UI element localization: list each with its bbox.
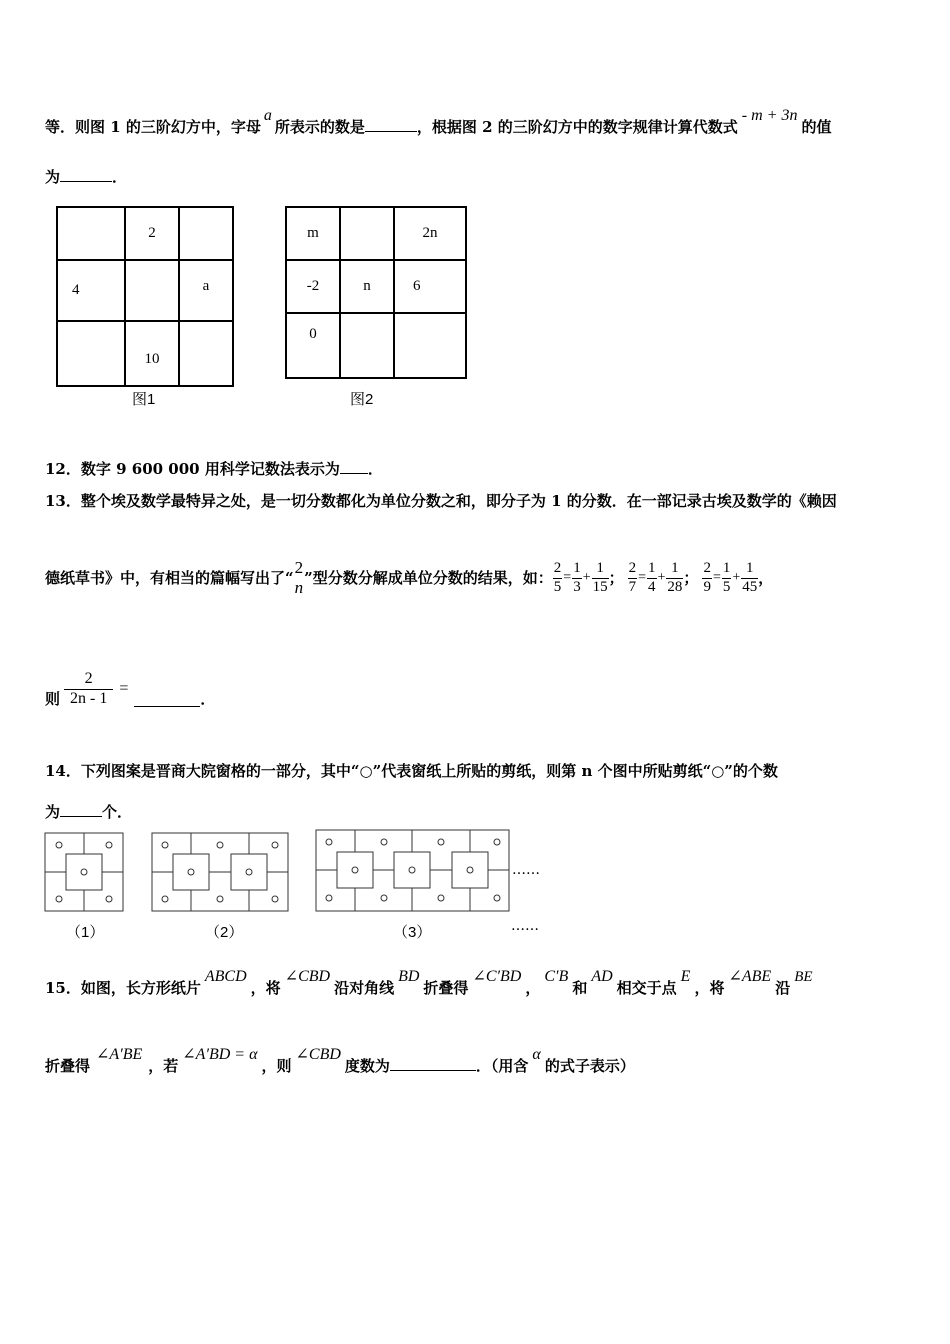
ex1-t2: $\frac{1}{15}$ [592, 560, 608, 595]
answer-blank-expr[interactable] [60, 167, 112, 182]
q15-line2: 折叠得∠A′BE，若∠A′BD = α，则∠CBD度数为 ．（用含α的式子表示） [45, 1046, 635, 1075]
answer-blank-q14[interactable] [60, 802, 102, 817]
window-pattern-1 [44, 832, 126, 914]
window-pattern-3 [315, 829, 511, 913]
q15-line1: 15．如图，长方形纸片ABCD，将∠CBD沿对角线BD折叠得∠C′BD，C′B和AD相交于点E，将∠ABE沿BE [45, 968, 813, 997]
cell: 6 [394, 260, 466, 313]
cell [340, 207, 394, 260]
pattern-caption-1: （1） [66, 924, 105, 941]
ex1-t1: $\frac{1}{3}$ [573, 560, 581, 595]
pattern-caption-2: （2） [205, 924, 244, 941]
q13-line1: 13．整个埃及数学最特异之处，是一切分数都化为单位分数之和，即分子为 1 的分数．在一部记录古埃及数学的《赖因 [45, 492, 837, 510]
ex3-t1: $\frac{1}{5}$ [722, 560, 731, 595]
q11-line2: 为 ． [45, 168, 128, 186]
answer-blank-q13[interactable] [134, 692, 200, 707]
cell: 0 [286, 313, 340, 378]
cell [57, 321, 125, 386]
cell: n [340, 260, 394, 313]
ex1-lhs: $\frac{2}{5}$ [553, 560, 562, 595]
cell: 2n [394, 207, 466, 260]
magic-square-1 [56, 206, 234, 387]
ex2-t1: $\frac{1}{4}$ [648, 560, 656, 595]
cell: 4 [57, 260, 125, 321]
ex3-lhs: $\frac{2}{9}$ [703, 560, 711, 595]
magic-square-2 [285, 206, 467, 379]
ex2-lhs: $\frac{2}{7}$ [628, 560, 637, 595]
cell [179, 207, 233, 260]
cell: -2 [286, 260, 340, 313]
cell: m [286, 207, 340, 260]
q13-line2: 德纸草书》中，有相当的篇幅写出了“ 2 n ”型分数分解成单位分数的结果，如： $\frac{2}{5}$ = $\frac{1}{3}$ + $\frac{1}{15}$ ； $\frac{2}{7}$ = $\frac{1}{4}$ + $\frac{1}{28}$ ； $\frac{2}{9}$ = $\frac{1}{5}$ + $\frac{1}{45}$ ， [45, 558, 774, 597]
cell [125, 260, 179, 321]
figure-1-caption: 图1 [132, 391, 156, 408]
q11-line1: 等．则图 1 的三阶幻方中，字母a所表示的数是 ，根据图 2 的三阶幻方中的数字规律计算代数式- m + 3n的值 [45, 107, 832, 136]
ex3-t2: $\frac{1}{45}$ [742, 560, 758, 595]
cell [179, 321, 233, 386]
cell: 2 [125, 207, 179, 260]
cell [340, 313, 394, 378]
q13-line3: 则 $\frac{2}{2n - 1}$ = ． [45, 670, 216, 708]
fraction-2-over-n: 2 n [294, 558, 304, 597]
pattern-caption-3: （3） [393, 924, 432, 941]
cell: a [179, 260, 233, 321]
ex2-t2: $\frac{1}{28}$ [667, 560, 683, 595]
q14-line1: 14．下列图案是晋商大院窗格的一部分，其中“○”代表窗纸上所贴的剪纸，则第 n 个图中所贴剪纸“○”的个数 [45, 762, 778, 780]
continuation-dots: …… [511, 918, 539, 934]
continuation-dots: …… [512, 862, 540, 878]
figure-2-caption: 图2 [350, 391, 374, 408]
q14-line2: 为 个． [45, 803, 133, 821]
cell [394, 313, 466, 378]
cell [57, 207, 125, 260]
answer-blank-q12[interactable] [340, 459, 368, 474]
q12: 12．数字 9 600 000 用科学记数法表示为 ． [45, 460, 383, 478]
cell: 10 [125, 321, 179, 386]
answer-blank-a[interactable] [365, 117, 417, 132]
window-pattern-2 [151, 832, 291, 914]
fraction-2-over-2n-1: $\frac{2}{2n - 1}$ [64, 670, 113, 708]
answer-blank-q15[interactable] [390, 1056, 476, 1071]
